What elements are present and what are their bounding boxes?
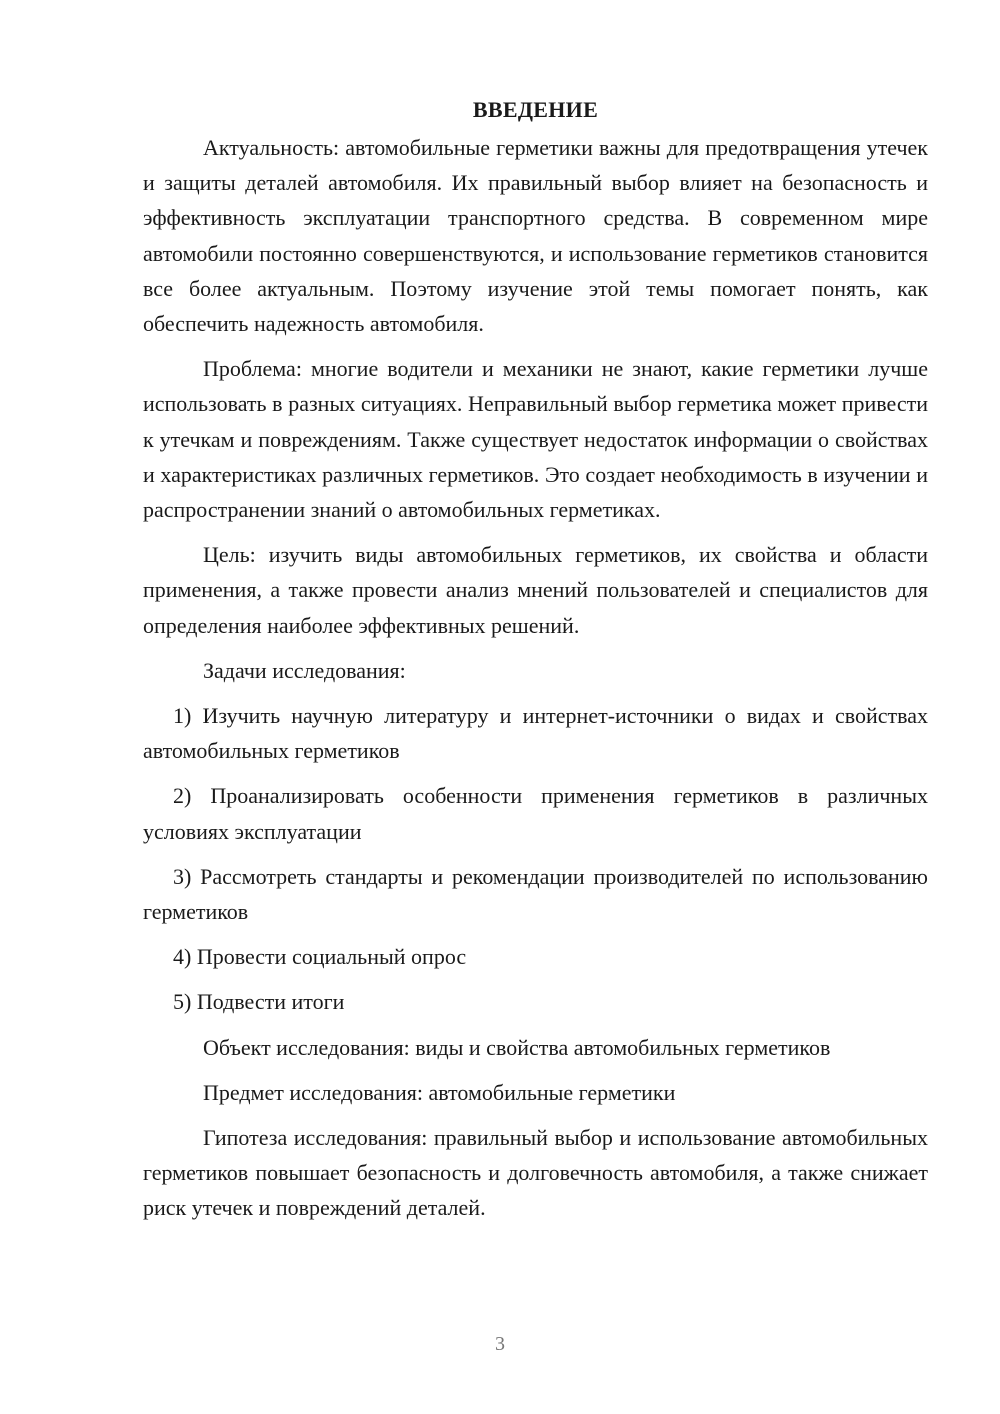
paragraph-hypothesis: Гипотеза исследования: правильный выбор и использование автомобильных герметиков повышает безопасность и долговечность автомобиля, а также снижает риск утечек и повреждений деталей. bbox=[143, 1125, 928, 1221]
page-title: ВВЕДЕНИЕ bbox=[472, 97, 599, 122]
page-number: 3 bbox=[495, 1333, 505, 1355]
paragraph-object: Объект исследования: виды и свойства автомобильных герметиков bbox=[203, 1034, 831, 1060]
paragraph-subject: Предмет исследования: автомобильные герметики bbox=[203, 1079, 676, 1105]
document-page bbox=[143, 92, 928, 1236]
task-item: 3) Рассмотреть стандарты и рекомендации производителей по использованию герметиков bbox=[143, 863, 928, 925]
paragraph-relevance: Актуальность: автомобильные герметики важны для предотвращения утечек и защиты деталей автомобиля. Их правильный выбор влияет на безопасность и эффективность эксплуатации транспортного средства. В современном мире автомобили постоянно совершенствуются, и использование герметиков становится все более актуальным. Поэтому изучение этой темы помогает понять, как обеспечить надежность автомобиля. bbox=[143, 135, 928, 337]
task-item: 1) Изучить научную литературу и интернет-источники о видах и свойствах автомобильных герметиков bbox=[143, 703, 928, 764]
task-item: 4) Провести социальный опрос bbox=[173, 944, 467, 970]
paragraph-goal: Цель: изучить виды автомобильных герметиков, их свойства и области применения, а также провести анализ мнений пользователей и специалистов для определения наиболее эффективных решений. bbox=[143, 542, 928, 638]
task-item: 2) Проанализировать особенности применения герметиков в различных условиях эксплуатации bbox=[143, 783, 928, 844]
tasks-title: Задачи исследования: bbox=[203, 657, 406, 683]
task-item: 5) Подвести итоги bbox=[173, 989, 345, 1015]
paragraph-problem: Проблема: многие водители и механики не знают, какие герметики лучше использовать в разных ситуациях. Неправильный выбор герметика может привести к утечкам и повреждениям. Также существует недостаток информации о свойствах и характеристиках различных герметиков. Это создает необходимость в изучении и распространении знаний о автомобильных герметиках. bbox=[143, 356, 928, 523]
